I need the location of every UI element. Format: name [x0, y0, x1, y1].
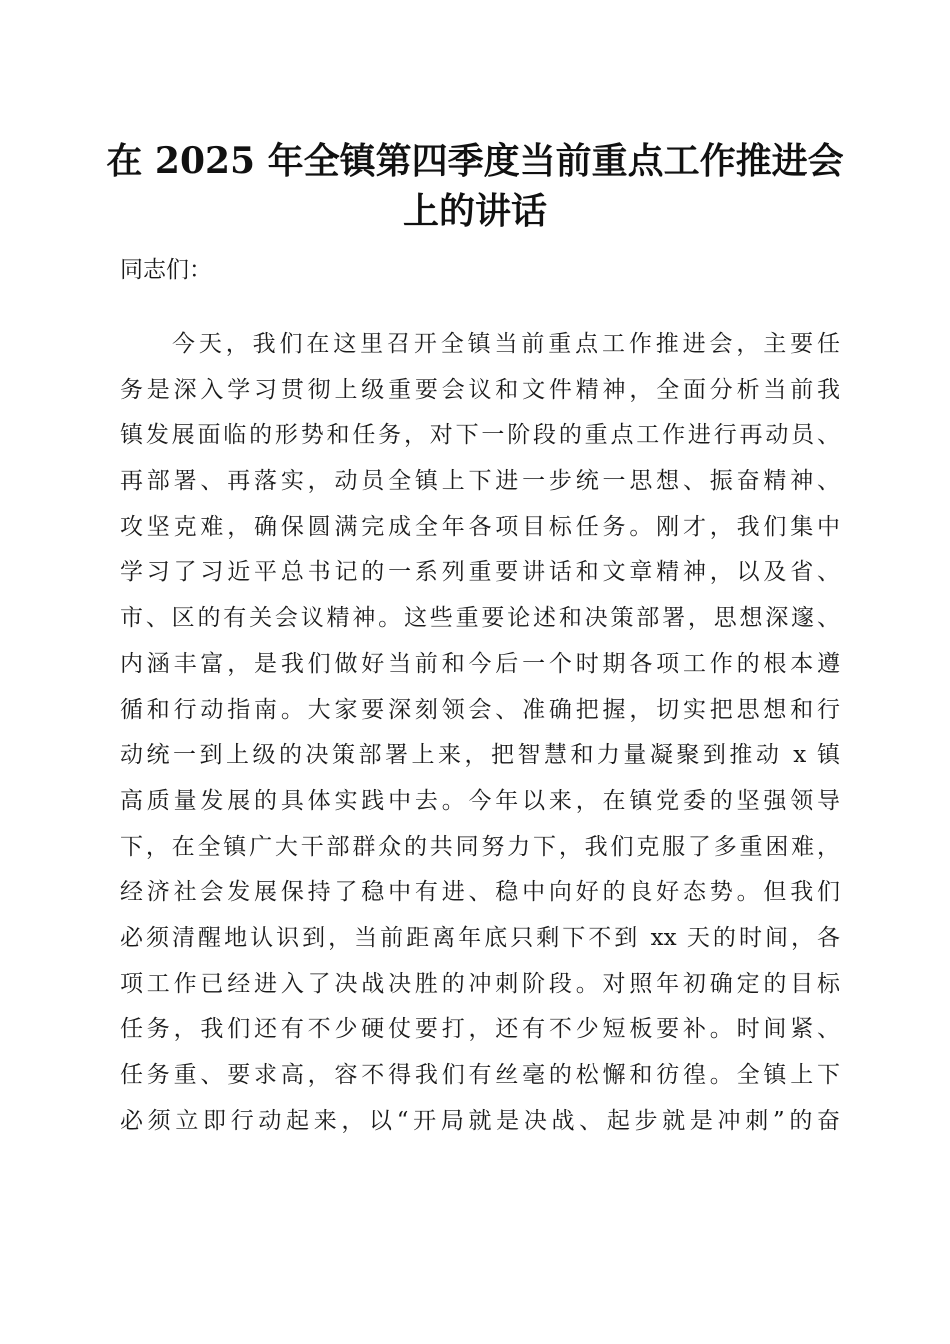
- paragraph-line: 内涵丰富，是我们做好当前和今后一个时期各项工作的根本遵: [120, 650, 840, 677]
- paragraph-line: 今天，我们在这里召开全镇当前重点工作推进会，主要任: [172, 331, 840, 357]
- paragraph-line: 项工作已经进入了决战决胜的冲刺阶段。对照年初确定的目标: [120, 970, 840, 997]
- document-title: [100, 136, 850, 236]
- paragraph-line: 必须清醒地认识到，当前距离年底只剩下不到 xx 天的时间，各: [120, 924, 840, 951]
- paragraph-line: 必须立即行动起来，以“开局就是决战、起步就是冲刺”的奋: [120, 1107, 840, 1134]
- paragraph-line: 经济社会发展保持了稳中有进、稳中向好的良好态势。但我们: [120, 879, 840, 906]
- speech-paragraph: [120, 322, 840, 1144]
- paragraph-line: 务是深入学习贯彻上级重要会议和文件精神，全面分析当前我: [120, 376, 840, 403]
- paragraph-line: 高质量发展的具体实践中去。今年以来，在镇党委的坚强领导: [120, 787, 840, 814]
- paragraph-line: 学习了习近平总书记的一系列重要讲话和文章精神，以及省、: [120, 559, 840, 586]
- paragraph-line: 任务，我们还有不少硬仗要打，还有不少短板要补。时间紧、: [120, 1016, 840, 1043]
- paragraph-line: 循和行动指南。大家要深刻领会、准确把握，切实把思想和行: [120, 696, 840, 723]
- paragraph-line: 攻坚克难，确保圆满完成全年各项目标任务。刚才，我们集中: [120, 513, 840, 540]
- salutation: 同志们：: [120, 257, 212, 283]
- paragraph-line: 镇发展面临的形势和任务，对下一阶段的重点工作进行再动员、: [120, 422, 840, 449]
- paragraph-line: 动统一到上级的决策部署上来，把智慧和力量凝聚到推动 x 镇: [120, 742, 840, 769]
- paragraph-line: 市、区的有关会议精神。这些重要论述和决策部署，思想深邃、: [120, 605, 840, 632]
- paragraph-line: 再部署、再落实，动员全镇上下进一步统一思想、振奋精神、: [120, 468, 840, 495]
- title-line-2: 上的讲话: [402, 190, 547, 232]
- title-line-1: 在 2025 年全镇第四季度当前重点工作推进会: [106, 140, 844, 182]
- paragraph-line: 下，在全镇广大干部群众的共同努力下，我们克服了多重困难，: [120, 833, 840, 860]
- paragraph-line: 任务重、要求高，容不得我们有丝毫的松懈和彷徨。全镇上下: [120, 1062, 840, 1088]
